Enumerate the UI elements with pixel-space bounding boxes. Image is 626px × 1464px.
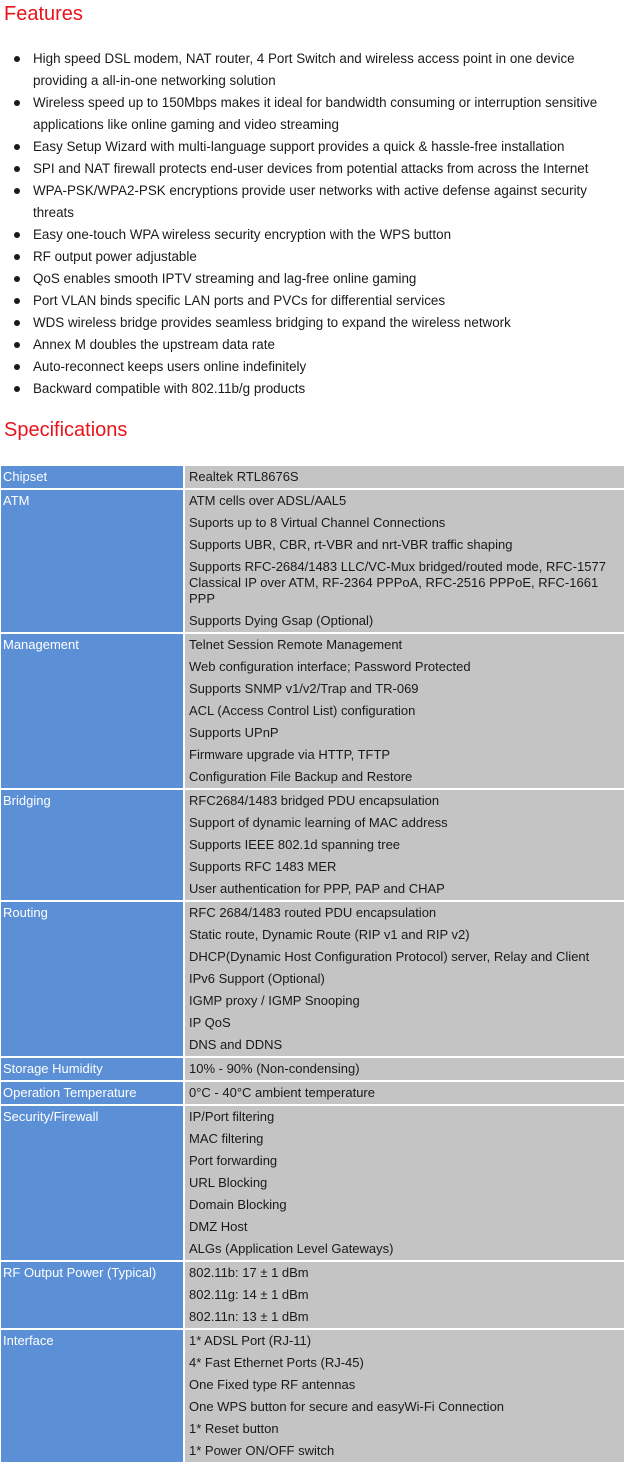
spec-value: Domain Blocking: [189, 1197, 287, 1212]
spec-value: User authentication for PPP, PAP and CHAP: [189, 881, 445, 896]
spec-row: [1, 466, 624, 490]
spec-label: Operation Temperature: [1, 1082, 185, 1106]
spec-value: IGMP proxy / IGMP Snooping: [189, 993, 360, 1008]
spec-row: [1, 634, 624, 790]
spec-value: 4* Fast Ethernet Ports (RJ-45): [189, 1355, 364, 1370]
spec-values: [185, 634, 624, 790]
spec-value: Support of dynamic learning of MAC address: [189, 815, 448, 830]
spec-values: [185, 466, 624, 490]
spec-values: [185, 1106, 624, 1262]
specifications-table: [1, 466, 624, 1464]
feature-item: Easy Setup Wizard with multi-language support provides a quick & hassle-free installation: [0, 136, 626, 158]
spec-label: Routing: [1, 902, 185, 1058]
spec-row: [1, 902, 624, 1058]
spec-row: [1, 490, 624, 634]
spec-value: 1* ADSL Port (RJ-11): [189, 1333, 312, 1348]
spec-value: 0°C - 40°C ambient temperature: [189, 1085, 375, 1100]
spec-value: RFC 2684/1483 routed PDU encapsulation: [189, 905, 437, 920]
feature-item: Backward compatible with 802.11b/g products: [0, 378, 626, 400]
feature-item: Easy one-touch WPA wireless security encryption with the WPS button: [0, 224, 626, 246]
spec-value: 1* Reset button: [189, 1421, 279, 1436]
spec-row: [1, 1082, 624, 1106]
spec-value: Supports RFC 1483 MER: [189, 859, 337, 874]
spec-label: Storage Humidity: [1, 1058, 185, 1082]
spec-values: [185, 1330, 624, 1464]
spec-label: Management: [1, 634, 185, 790]
spec-value: URL Blocking: [189, 1175, 268, 1190]
spec-value: Supports Dying Gsap (Optional): [189, 613, 374, 628]
spec-value: Supports RFC-2684/1483 LLC/VC-Mux bridged/routed mode, RFC-1577 Classical IP over ATM, RF-2364 PPPoA, RFC-2516 PPPoE, RFC-1661 PPP: [189, 559, 606, 606]
spec-value: Telnet Session Remote Management: [189, 637, 403, 652]
spec-value: DHCP(Dynamic Host Configuration Protocol) server, Relay and Client: [189, 949, 590, 964]
spec-value: DMZ Host: [189, 1219, 248, 1234]
spec-value: Supports UBR, CBR, rt-VBR and nrt-VBR traffic shaping: [189, 537, 513, 552]
feature-item: Annex M doubles the upstream data rate: [0, 334, 626, 356]
spec-value: Configuration File Backup and Restore: [189, 769, 413, 784]
spec-row: [1, 1262, 624, 1330]
spec-values: [185, 1082, 624, 1106]
spec-row: [1, 1058, 624, 1082]
spec-values: [185, 902, 624, 1058]
spec-value: IP/Port filtering: [189, 1109, 275, 1124]
spec-values: [185, 790, 624, 902]
feature-item: RF output power adjustable: [0, 246, 626, 268]
feature-item: QoS enables smooth IPTV streaming and lag-free online gaming: [0, 268, 626, 290]
feature-item: WDS wireless bridge provides seamless bridging to expand the wireless network: [0, 312, 626, 334]
spec-value: Static route, Dynamic Route (RIP v1 and RIP v2): [189, 927, 470, 942]
spec-value: DNS and DDNS: [189, 1037, 283, 1052]
spec-label: ATM: [1, 490, 185, 634]
spec-value: One Fixed type RF antennas: [189, 1377, 356, 1392]
specifications-heading: Specifications: [4, 419, 128, 441]
spec-value: Supports UPnP: [189, 725, 279, 740]
spec-value: Supports SNMP v1/v2/Trap and TR-069: [189, 681, 419, 696]
features-heading: Features: [4, 3, 83, 25]
spec-value: Firmware upgrade via HTTP, TFTP: [189, 747, 391, 762]
feature-item: Port VLAN binds specific LAN ports and PVCs for differential services: [0, 290, 626, 312]
spec-value: Supports IEEE 802.1d spanning tree: [189, 837, 401, 852]
feature-item: SPI and NAT firewall protects end-user devices from potential attacks from across the Internet: [0, 158, 626, 180]
feature-item: High speed DSL modem, NAT router, 4 Port Switch and wireless access point in one device providing a all-in-one networking solution: [0, 48, 626, 92]
spec-label: Interface: [1, 1330, 185, 1464]
spec-value: Suports up to 8 Virtual Channel Connections: [189, 515, 446, 530]
spec-value: 802.11b: 17 ± 1 dBm: [189, 1265, 309, 1280]
spec-value: 802.11n: 13 ± 1 dBm: [189, 1309, 309, 1324]
spec-value: MAC filtering: [189, 1131, 264, 1146]
spec-value: IP QoS: [189, 1015, 231, 1030]
spec-value: 1* Power ON/OFF switch: [189, 1443, 335, 1458]
spec-label: Security/Firewall: [1, 1106, 185, 1262]
spec-value: Web configuration interface; Password Protected: [189, 659, 471, 674]
spec-row: [1, 790, 624, 902]
spec-row: [1, 1106, 624, 1262]
feature-item: WPA-PSK/WPA2-PSK encryptions provide user networks with active defense against security threats: [0, 180, 626, 224]
spec-value: Realtek RTL8676S: [189, 469, 299, 484]
features-list: [0, 48, 626, 400]
spec-value: One WPS button for secure and easyWi-Fi Connection: [189, 1399, 505, 1414]
spec-value: ATM cells over ADSL/AAL5: [189, 493, 347, 508]
spec-value: ACL (Access Control List) configuration: [189, 703, 416, 718]
spec-value: 802.11g: 14 ± 1 dBm: [189, 1287, 309, 1302]
spec-value: ALGs (Application Level Gateways): [189, 1241, 394, 1256]
feature-item: Auto-reconnect keeps users online indefinitely: [0, 356, 626, 378]
spec-values: [185, 1262, 624, 1330]
spec-value: 10% - 90% (Non-condensing): [189, 1061, 360, 1076]
spec-row: [1, 1330, 624, 1464]
spec-label: RF Output Power (Typical): [1, 1262, 185, 1330]
spec-values: [185, 1058, 624, 1082]
spec-value: RFC2684/1483 bridged PDU encapsulation: [189, 793, 440, 808]
feature-item: Wireless speed up to 150Mbps makes it ideal for bandwidth consuming or interruption sensitive applications like online gaming and video streaming: [0, 92, 626, 136]
spec-value: Port forwarding: [189, 1153, 278, 1168]
spec-label: Bridging: [1, 790, 185, 902]
spec-label: Chipset: [1, 466, 185, 490]
spec-value: IPv6 Support (Optional): [189, 971, 325, 986]
spec-values: [185, 490, 624, 634]
